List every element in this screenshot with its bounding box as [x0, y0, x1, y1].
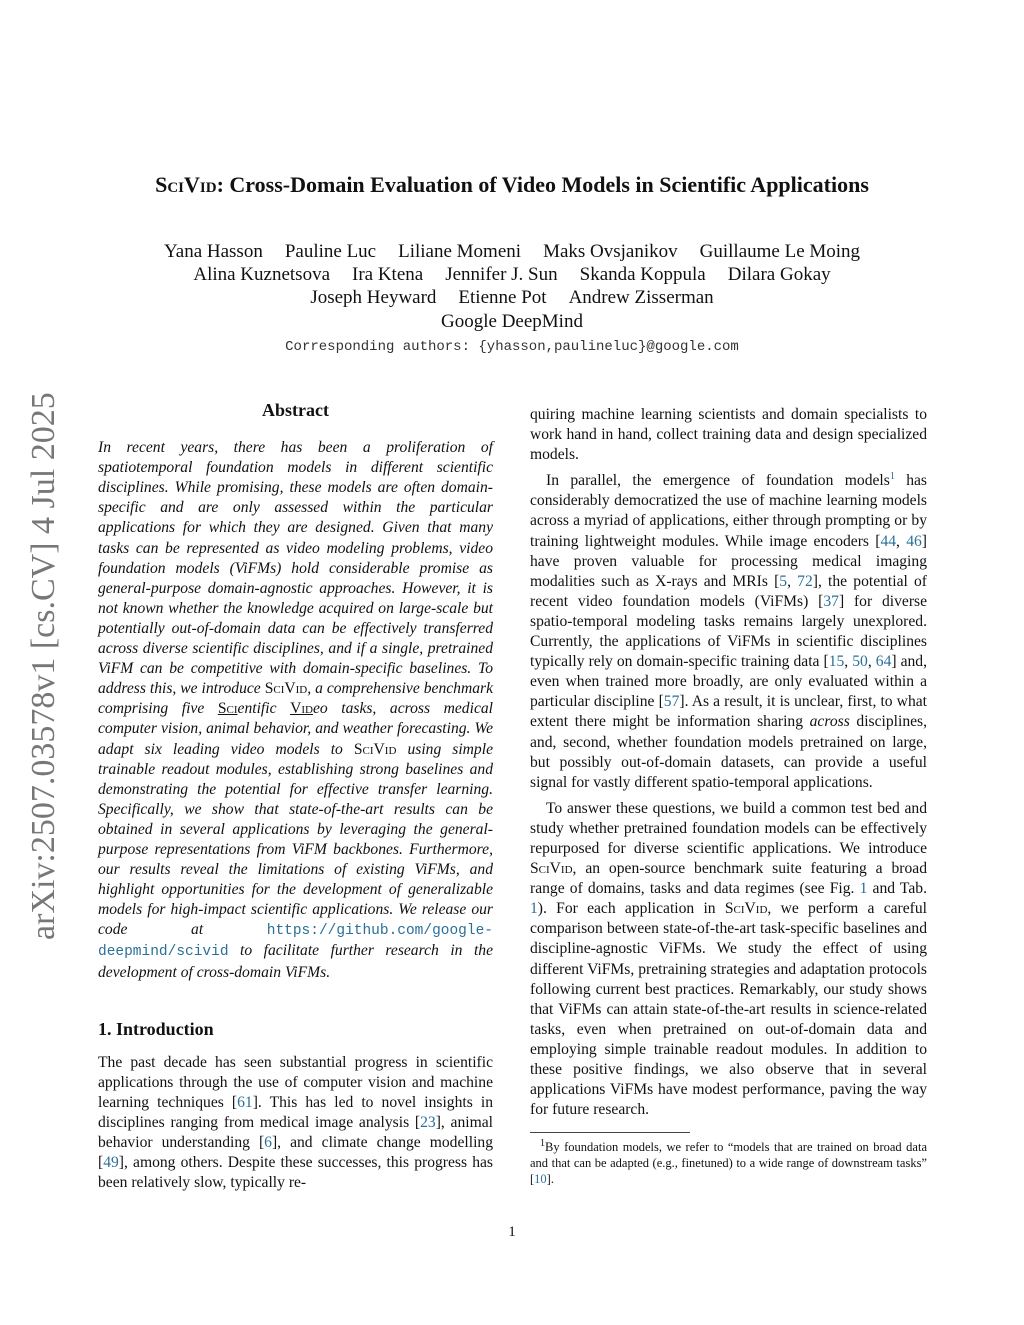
citation[interactable]: 10: [534, 1172, 547, 1187]
paragraph: [530, 471, 927, 793]
author: Andrew Zisserman: [568, 287, 714, 308]
citation[interactable]: 44: [880, 532, 897, 550]
abstract-chunk: using simple trainable readout modules, establishing strong baselines and demonstrating the potential for effective transfer learning. Specifically, we show that state-of-the-art results can be obtained in several applications by leveraging the general-purpose representations from ViFM backbones. Furthermore, our results reveal the limitations of existing ViFMs, and highlight opportunities for the development of generalizable models for high-impact scientific applications. We release our code at: [98, 740, 493, 939]
text-chunk: ] for diverse spatio-temporal modeling tasks remains largely unexplored. Currently, the applications of ViFMs in scientific disciplines typically rely on domain-specific training data [: [530, 592, 928, 671]
author: Skanda Koppula: [579, 264, 706, 285]
text-chunk: ]. This has led to novel insights in disciplines ranging from medical image analysis [: [98, 1093, 493, 1131]
benchmark-name: SciVid: [530, 860, 573, 878]
title-text: : Cross-Domain Evaluation of Video Models in Scientific Applications: [216, 172, 869, 197]
text-chunk: ], animal behavior understanding [: [98, 1114, 493, 1152]
author: Maks Ovsjanikov: [543, 241, 678, 262]
arxiv-stamp-svg: [16, 385, 76, 945]
vid-underline: Vid: [290, 700, 313, 718]
affiliation: [0, 311, 1024, 333]
citation[interactable]: 5: [779, 572, 788, 590]
citation[interactable]: 72: [797, 572, 813, 590]
citation[interactable]: 23: [420, 1114, 436, 1131]
text-chunk: ], among others. Despite these successes, this progress has been relatively slow, typically re-: [98, 1154, 493, 1192]
text-chunk: , an open-source benchmark suite featuring a broad range of domains, tasks and data regimes (see Fig.: [530, 860, 927, 898]
author: Yana Hasson: [163, 241, 263, 262]
text-chunk: disciplines, and, second, whether foundation models pretrained on large, but possibly out-of-domain datasets, can provide a useful signal for vastly different spatio-temporal applications.: [530, 713, 927, 791]
arxiv-stamp: [16, 385, 76, 945]
paper-title: [0, 172, 1024, 198]
sci-underline: Sci: [217, 700, 238, 718]
left-column: [98, 400, 493, 1193]
abstract-chunk: In recent years, there has been a proliferation of spatiotemporal foundation models in different scientific disciplines. While promising, these models are often domain-specific and are only assessed within the particular applications for which they are designed. Given that many tasks can be represented as video modeling problems, video foundation models (ViFMs) hold considerable promise as general-purpose domain-agnostic approaches. However, it is not known whether the knowledge acquired on large-scale but potentially out-of-domain data can be effectively transferred across diverse scientific disciplines, and if a single, pretrained ViFM can be competitive with domain-specific baselines. To address this, we introduce: [98, 439, 493, 698]
text-chunk: ,: [844, 653, 853, 671]
abstract-chunk: eo: [312, 700, 328, 718]
text-chunk: ]. As a result, it is unclear, first, to what extent there might be information sharing: [530, 693, 927, 731]
text-chunk: ,: [787, 572, 798, 590]
citation[interactable]: 6: [264, 1134, 272, 1152]
text-chunk: , we perform a careful comparison between state-of-the-art task-specific baselines and discipline-agnostic ViFMs. We study the effect of using different ViFMs, pretraining strategies and adaptation protocols following current best practices. Remarkably, our study shows that ViFMs can attain state-of-the-art results in science-related tasks, even when pretrained on out-of-domain data and employing simple trainable readout modules. In addition to these positive findings, we also observe that in several applications ViFMs have modest performance, paving the way for future research.: [530, 900, 927, 1119]
text-chunk: ,: [867, 653, 876, 671]
author: Liliane Momeni: [398, 241, 522, 262]
text-chunk: To answer these questions, we build a common test bed and study whether pretrained foundation models can be effectively repurposed for diverse scientific applications. We introduce: [530, 799, 927, 857]
section-heading-introduction: 1. Introduction: [98, 1018, 214, 1039]
author: Ira Ktena: [352, 264, 424, 285]
citation[interactable]: 50: [852, 653, 868, 671]
author: Guillaume Le Moing: [699, 241, 861, 262]
abstract-chunk: entific: [237, 700, 291, 718]
text-chunk: ], the potential of recent video foundation models (ViFMs) [: [530, 572, 927, 610]
corresponding-authors: Corresponding authors: {yhasson,paulineluc}@google.com: [285, 339, 739, 355]
citation[interactable]: 57: [663, 693, 680, 711]
text-chunk: has considerably democratized the use of machine learning models across a myriad of applications, either through prompting or by training lightweight modules. While image encoders [: [530, 472, 927, 550]
abstract-chunk: tasks, across medical computer vision, animal behavior, and weather forecasting. We adapt six leading video models to: [98, 700, 493, 758]
author: Alina Kuznetsova: [193, 264, 330, 285]
citation[interactable]: 15: [828, 653, 845, 671]
author: Jennifer J. Sun: [445, 264, 558, 285]
text-chunk: ] have proven valuable for processing medical imaging modalities such as X-rays and MRIs [: [530, 532, 927, 590]
affiliation-text: Google DeepMind: [441, 311, 583, 332]
author-row-3: [0, 287, 1024, 309]
footnote-mark[interactable]: 1: [889, 471, 895, 483]
paragraph: [530, 799, 927, 1121]
author: Pauline Luc: [284, 241, 377, 262]
author: Joseph Heyward: [310, 287, 437, 308]
benchmark-name: SciVid: [353, 740, 397, 758]
benchmark-name: SciVid: [155, 172, 217, 197]
paragraph: quiring machine learning scientists and domain specialists to work hand in hand, collect training data and design specialized models.: [530, 406, 927, 464]
figure-ref[interactable]: 1: [859, 880, 868, 898]
citation[interactable]: 37: [823, 592, 839, 610]
abstract-text: [98, 438, 493, 983]
author: Dilara Gokay: [727, 264, 831, 285]
abstract-chunk: , a comprehensive benchmark comprising five: [98, 680, 494, 718]
footnote: [530, 1139, 927, 1187]
citation[interactable]: 46: [906, 532, 922, 550]
text-chunk: ].: [546, 1172, 554, 1187]
text-chunk: ], and climate change modelling [: [98, 1134, 493, 1172]
right-column: [530, 405, 927, 1187]
author: Etienne Pot: [458, 287, 547, 308]
text-chunk: By foundation models, we refer to “models that are trained on broad data and that can be adapted (e.g., finetuned) to a wide range of downstream tasks” [: [530, 1140, 927, 1187]
intro-paragraph: [98, 1053, 493, 1194]
footnote-divider: [530, 1132, 690, 1133]
text-chunk: The past decade has seen substantial progress in scientific applications through the use of computer vision and machine learning techniques [: [98, 1053, 493, 1111]
text-chunk: ). For each application in: [537, 900, 725, 918]
citation[interactable]: 61: [237, 1093, 253, 1111]
author-row-2: [0, 264, 1024, 286]
abstract-chunk: to facilitate further research in the development of cross-domain ViFMs.: [98, 942, 493, 981]
arxiv-id-text: arXiv:2507.03578v1 [cs.CV] 4 Jul 2025: [25, 392, 62, 940]
code-link[interactable]: https://github.com/google-deepmind/scivid: [98, 923, 493, 961]
emphasis: across: [809, 713, 850, 731]
benchmark-name: SciVid: [264, 680, 308, 698]
text-chunk: and Tab.: [867, 880, 927, 898]
footnote-number: 1: [540, 1138, 545, 1150]
benchmark-name: SciVid: [724, 900, 768, 918]
author-row-1: [0, 241, 1024, 263]
citation[interactable]: 49: [103, 1154, 119, 1172]
abstract-heading: Abstract: [262, 400, 329, 420]
table-ref[interactable]: 1: [530, 900, 538, 918]
text-chunk: In parallel, the emergence of foundation models: [546, 472, 890, 490]
text-chunk: ] and, even when trained more broadly, are only evaluated within a particular discipline [: [530, 653, 927, 711]
page-number: 1: [508, 1224, 516, 1240]
citation[interactable]: 64: [875, 653, 892, 671]
text-chunk: ,: [896, 532, 907, 550]
